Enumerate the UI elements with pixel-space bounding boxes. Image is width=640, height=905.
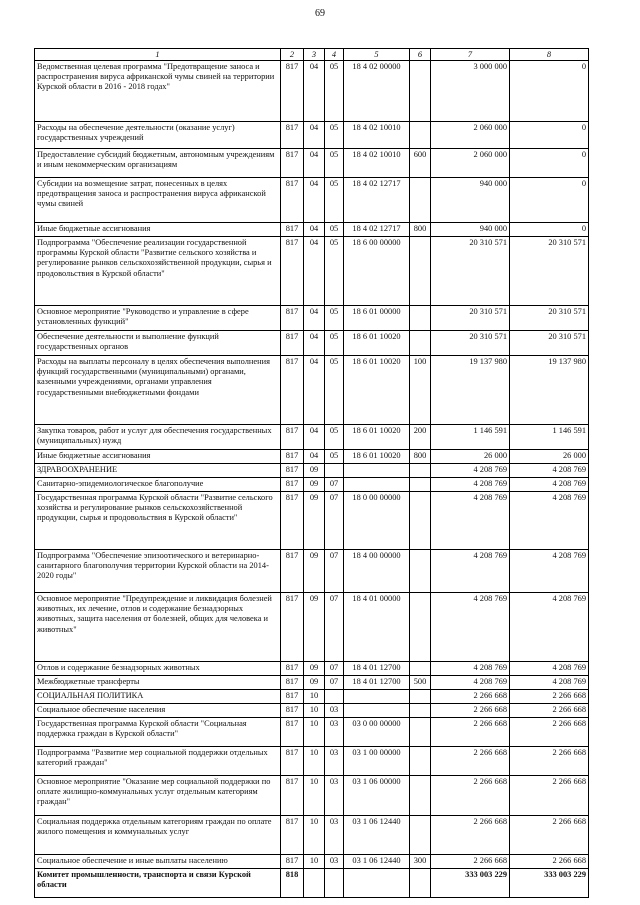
row-target-article: 18 4 02 12717 — [344, 223, 410, 237]
row-amount-2017: 2 266 668 — [431, 704, 510, 718]
row-subsection: 03 — [325, 776, 344, 816]
row-amount-2017: 4 208 769 — [431, 676, 510, 690]
table-row — [35, 61, 589, 122]
row-section: 09 — [304, 478, 325, 492]
row-ved: 817 — [281, 718, 304, 747]
row-section: 10 — [304, 747, 325, 776]
row-subsection: 05 — [325, 178, 344, 223]
row-amount-2018: 4 208 769 — [510, 593, 589, 662]
row-expense-type — [410, 718, 431, 747]
row-amount-2017: 1 146 591 — [431, 425, 510, 450]
row-section: 04 — [304, 306, 325, 331]
row-subsection: 03 — [325, 718, 344, 747]
row-target-article: 03 1 00 00000 — [344, 747, 410, 776]
row-target-article — [344, 464, 410, 478]
table-row — [35, 662, 589, 676]
row-ved: 817 — [281, 450, 304, 464]
table-row — [35, 747, 589, 776]
row-name: Санитарно-эпидемиологическое благополучие — [35, 478, 281, 492]
row-amount-2018: 20 310 571 — [510, 306, 589, 331]
row-expense-type: 800 — [410, 450, 431, 464]
column-header: 6 — [410, 49, 431, 61]
row-target-article: 18 4 00 00000 — [344, 550, 410, 593]
row-ved: 817 — [281, 492, 304, 550]
row-name: Расходы на выплаты персоналу в целях обеспечения выполнения функций государственными (муниципальными) органами, казенными учреждениями, органами управления государственными внебюджетными фондами — [35, 356, 281, 425]
row-section: 10 — [304, 690, 325, 704]
row-name: Подпрограмма "Обеспечение реализации государственной программы Курской области "Развитие сельского хозяйства и регулирование рынков сельскохозяйственной продукции, сырья и продовольствия в Курской области" — [35, 237, 281, 306]
row-name: Государственная программа Курской области "Социальная поддержка граждан в Курской области" — [35, 718, 281, 747]
row-target-article: 18 6 01 00000 — [344, 306, 410, 331]
row-target-article: 18 6 00 00000 — [344, 237, 410, 306]
row-target-article: 18 0 00 00000 — [344, 492, 410, 550]
row-subsection: 05 — [325, 306, 344, 331]
row-amount-2017: 2 266 668 — [431, 816, 510, 855]
row-target-article: 18 4 02 00000 — [344, 61, 410, 122]
row-amount-2017: 20 310 571 — [431, 237, 510, 306]
row-amount-2017: 4 208 769 — [431, 662, 510, 676]
row-section: 04 — [304, 61, 325, 122]
row-name: Комитет промышленности, транспорта и связи Курской области — [35, 869, 281, 898]
row-amount-2017: 19 137 980 — [431, 356, 510, 425]
row-expense-type — [410, 747, 431, 776]
row-amount-2017: 3 000 000 — [431, 61, 510, 122]
row-subsection: 03 — [325, 704, 344, 718]
row-amount-2018: 2 266 668 — [510, 776, 589, 816]
row-target-article — [344, 869, 410, 898]
row-expense-type — [410, 816, 431, 855]
row-amount-2017: 2 266 668 — [431, 718, 510, 747]
row-amount-2017: 940 000 — [431, 223, 510, 237]
row-ved: 817 — [281, 593, 304, 662]
row-amount-2018: 0 — [510, 149, 589, 178]
row-expense-type — [410, 593, 431, 662]
column-header: 8 — [510, 49, 589, 61]
row-amount-2018: 333 003 229 — [510, 869, 589, 898]
row-section: 10 — [304, 816, 325, 855]
row-ved: 817 — [281, 356, 304, 425]
row-expense-type — [410, 331, 431, 356]
row-section: 10 — [304, 718, 325, 747]
row-ved: 817 — [281, 855, 304, 869]
row-amount-2018: 4 208 769 — [510, 464, 589, 478]
budget-table — [34, 48, 589, 898]
row-amount-2018: 2 266 668 — [510, 718, 589, 747]
column-header: 5 — [344, 49, 410, 61]
row-ved: 817 — [281, 223, 304, 237]
row-subsection — [325, 464, 344, 478]
table-row — [35, 450, 589, 464]
row-expense-type — [410, 464, 431, 478]
row-subsection: 03 — [325, 747, 344, 776]
row-name: Субсидии на возмещение затрат, понесенных в целях предотвращения заноса и распространения вируса африканской чумы свиней — [35, 178, 281, 223]
row-ved: 817 — [281, 178, 304, 223]
row-expense-type — [410, 776, 431, 816]
row-ved: 817 — [281, 122, 304, 149]
row-target-article: 18 6 01 10020 — [344, 450, 410, 464]
row-amount-2018: 19 137 980 — [510, 356, 589, 425]
row-name: Отлов и содержание безнадзорных животных — [35, 662, 281, 676]
row-expense-type — [410, 869, 431, 898]
row-name: Основное мероприятие "Предупреждение и ликвидация болезней животных, их лечение, отлов и содержание безнадзорных животных, защита населения от болезней, общих для человека и животных" — [35, 593, 281, 662]
row-name: Иные бюджетные ассигнования — [35, 450, 281, 464]
row-target-article: 18 6 01 10020 — [344, 331, 410, 356]
row-amount-2017: 4 208 769 — [431, 550, 510, 593]
row-section: 04 — [304, 237, 325, 306]
row-section: 04 — [304, 149, 325, 178]
row-expense-type — [410, 662, 431, 676]
row-name: Иные бюджетные ассигнования — [35, 223, 281, 237]
table-row — [35, 306, 589, 331]
row-ved: 817 — [281, 425, 304, 450]
row-target-article: 18 6 01 10020 — [344, 356, 410, 425]
row-section: 09 — [304, 464, 325, 478]
row-amount-2017: 2 060 000 — [431, 122, 510, 149]
row-ved: 817 — [281, 331, 304, 356]
row-expense-type — [410, 178, 431, 223]
row-amount-2017: 4 208 769 — [431, 464, 510, 478]
column-header: 3 — [304, 49, 325, 61]
row-expense-type — [410, 550, 431, 593]
row-subsection: 05 — [325, 149, 344, 178]
row-amount-2017: 4 208 769 — [431, 492, 510, 550]
row-amount-2017: 2 060 000 — [431, 149, 510, 178]
row-amount-2017: 2 266 668 — [431, 690, 510, 704]
row-amount-2018: 4 208 769 — [510, 550, 589, 593]
row-expense-type: 800 — [410, 223, 431, 237]
row-expense-type: 100 — [410, 356, 431, 425]
row-ved: 817 — [281, 149, 304, 178]
row-target-article — [344, 704, 410, 718]
row-target-article: 18 4 01 00000 — [344, 593, 410, 662]
table-row — [35, 425, 589, 450]
table-row — [35, 492, 589, 550]
row-section: 04 — [304, 425, 325, 450]
row-subsection: 05 — [325, 425, 344, 450]
row-target-article: 18 4 01 12700 — [344, 662, 410, 676]
row-expense-type — [410, 492, 431, 550]
row-subsection: 07 — [325, 492, 344, 550]
table-row — [35, 869, 589, 898]
row-ved: 817 — [281, 237, 304, 306]
row-ved: 817 — [281, 464, 304, 478]
row-subsection: 07 — [325, 550, 344, 593]
row-ved: 817 — [281, 704, 304, 718]
row-name: Расходы на обеспечение деятельности (оказание услуг) государственных учреждений — [35, 122, 281, 149]
row-subsection: 05 — [325, 237, 344, 306]
row-amount-2018: 4 208 769 — [510, 676, 589, 690]
row-ved: 817 — [281, 662, 304, 676]
row-target-article — [344, 478, 410, 492]
row-target-article: 18 6 01 10020 — [344, 425, 410, 450]
row-amount-2017: 2 266 668 — [431, 747, 510, 776]
row-section: 09 — [304, 662, 325, 676]
row-subsection: 05 — [325, 450, 344, 464]
row-section: 10 — [304, 855, 325, 869]
row-section: 09 — [304, 676, 325, 690]
table-row — [35, 718, 589, 747]
row-amount-2018: 4 208 769 — [510, 492, 589, 550]
row-target-article: 03 1 06 12440 — [344, 855, 410, 869]
row-amount-2017: 333 003 229 — [431, 869, 510, 898]
row-amount-2017: 4 208 769 — [431, 478, 510, 492]
row-name: Основное мероприятие "Оказание мер социальной поддержки по оплате жилищно-коммунальных услуг отдельным категориям граждан" — [35, 776, 281, 816]
table-row — [35, 816, 589, 855]
row-section: 04 — [304, 223, 325, 237]
row-name: Государственная программа Курской области "Развитие сельского хозяйства и регулирование рынков сельскохозяйственной продукции, сырья и продовольствия в Курской области" — [35, 492, 281, 550]
row-section — [304, 869, 325, 898]
row-amount-2018: 0 — [510, 61, 589, 122]
row-expense-type: 500 — [410, 676, 431, 690]
table-row — [35, 593, 589, 662]
row-subsection — [325, 869, 344, 898]
row-section: 09 — [304, 593, 325, 662]
table-row — [35, 676, 589, 690]
row-section: 04 — [304, 331, 325, 356]
column-header: 7 — [431, 49, 510, 61]
row-ved: 817 — [281, 550, 304, 593]
row-amount-2017: 26 000 — [431, 450, 510, 464]
row-name: Основное мероприятие "Руководство и управление в сфере установленных функций" — [35, 306, 281, 331]
row-ved: 817 — [281, 690, 304, 704]
row-amount-2018: 0 — [510, 223, 589, 237]
row-name: СОЦИАЛЬНАЯ ПОЛИТИКА — [35, 690, 281, 704]
row-ved: 817 — [281, 816, 304, 855]
row-subsection: 07 — [325, 478, 344, 492]
row-target-article: 18 4 02 10010 — [344, 149, 410, 178]
row-section: 10 — [304, 704, 325, 718]
row-name: Социальная поддержка отдельным категориям граждан по оплате жилого помещения и коммунальных услуг — [35, 816, 281, 855]
row-amount-2018: 2 266 668 — [510, 690, 589, 704]
row-name: Социальное обеспечение населения — [35, 704, 281, 718]
row-section: 04 — [304, 450, 325, 464]
table-body — [35, 61, 589, 898]
row-amount-2018: 0 — [510, 122, 589, 149]
row-target-article: 03 1 06 12440 — [344, 816, 410, 855]
row-amount-2018: 0 — [510, 178, 589, 223]
row-expense-type — [410, 704, 431, 718]
row-amount-2018: 2 266 668 — [510, 816, 589, 855]
column-header: 2 — [281, 49, 304, 61]
table-row — [35, 690, 589, 704]
row-name: Подпрограмма "Развитие мер социальной поддержки отдельных категорий граждан" — [35, 747, 281, 776]
row-amount-2017: 20 310 571 — [431, 306, 510, 331]
row-expense-type: 600 — [410, 149, 431, 178]
row-subsection: 05 — [325, 331, 344, 356]
row-expense-type — [410, 122, 431, 149]
row-subsection — [325, 690, 344, 704]
page-number: 69 — [315, 8, 325, 19]
row-amount-2017: 20 310 571 — [431, 331, 510, 356]
row-subsection: 05 — [325, 356, 344, 425]
row-subsection: 07 — [325, 593, 344, 662]
table-row — [35, 478, 589, 492]
table-row — [35, 356, 589, 425]
row-ved: 817 — [281, 747, 304, 776]
table-row — [35, 149, 589, 178]
row-subsection: 07 — [325, 662, 344, 676]
row-ved: 817 — [281, 306, 304, 331]
row-name: ЗДРАВООХРАНЕНИЕ — [35, 464, 281, 478]
table-row — [35, 237, 589, 306]
row-ved: 817 — [281, 676, 304, 690]
row-amount-2018: 20 310 571 — [510, 331, 589, 356]
table-row — [35, 223, 589, 237]
row-name: Подпрограмма "Обеспечение эпизоотического и ветеринарно-санитарного благополучия территории Курской области на 2014-2020 годы" — [35, 550, 281, 593]
row-subsection: 07 — [325, 676, 344, 690]
row-target-article: 18 4 02 10010 — [344, 122, 410, 149]
row-amount-2018: 2 266 668 — [510, 855, 589, 869]
row-amount-2017: 4 208 769 — [431, 593, 510, 662]
row-section: 04 — [304, 356, 325, 425]
row-amount-2017: 2 266 668 — [431, 776, 510, 816]
row-section: 04 — [304, 122, 325, 149]
row-ved: 817 — [281, 776, 304, 816]
table-row — [35, 464, 589, 478]
table-row — [35, 331, 589, 356]
row-section: 09 — [304, 550, 325, 593]
row-amount-2018: 1 146 591 — [510, 425, 589, 450]
row-subsection: 03 — [325, 855, 344, 869]
row-target-article — [344, 690, 410, 704]
row-expense-type — [410, 61, 431, 122]
row-expense-type — [410, 306, 431, 331]
row-amount-2017: 940 000 — [431, 178, 510, 223]
row-section: 09 — [304, 492, 325, 550]
row-amount-2018: 4 208 769 — [510, 662, 589, 676]
table-row — [35, 704, 589, 718]
row-amount-2018: 4 208 769 — [510, 478, 589, 492]
row-ved: 818 — [281, 869, 304, 898]
row-ved: 817 — [281, 61, 304, 122]
row-subsection: 05 — [325, 122, 344, 149]
column-number-row — [35, 49, 589, 61]
table-row — [35, 122, 589, 149]
row-subsection: 05 — [325, 223, 344, 237]
row-target-article: 18 4 01 12700 — [344, 676, 410, 690]
column-header: 4 — [325, 49, 344, 61]
row-subsection: 03 — [325, 816, 344, 855]
row-name: Закупка товаров, работ и услуг для обеспечения государственных (муниципальных) нужд — [35, 425, 281, 450]
row-amount-2018: 2 266 668 — [510, 704, 589, 718]
row-expense-type: 200 — [410, 425, 431, 450]
row-amount-2017: 2 266 668 — [431, 855, 510, 869]
row-name: Предоставление субсидий бюджетным, автономным учреждениям и иным некоммерческим организациям — [35, 149, 281, 178]
row-amount-2018: 2 266 668 — [510, 747, 589, 776]
row-name: Межбюджетные трансферты — [35, 676, 281, 690]
row-target-article: 03 1 06 00000 — [344, 776, 410, 816]
row-expense-type — [410, 690, 431, 704]
row-target-article: 03 0 00 00000 — [344, 718, 410, 747]
row-name: Обеспечение деятельности и выполнение функций государственных органов — [35, 331, 281, 356]
row-amount-2018: 26 000 — [510, 450, 589, 464]
row-name: Ведомственная целевая программа "Предотвращение заноса и распространения вируса африканской чумы свиней на территории Курской области в 2016 - 2018 годах" — [35, 61, 281, 122]
row-section: 04 — [304, 178, 325, 223]
row-amount-2018: 20 310 571 — [510, 237, 589, 306]
row-expense-type — [410, 237, 431, 306]
row-ved: 817 — [281, 478, 304, 492]
row-section: 10 — [304, 776, 325, 816]
table-row — [35, 550, 589, 593]
row-subsection: 05 — [325, 61, 344, 122]
column-header: 1 — [35, 49, 281, 61]
row-name: Социальное обеспечение и иные выплаты населению — [35, 855, 281, 869]
row-target-article: 18 4 02 12717 — [344, 178, 410, 223]
row-expense-type: 300 — [410, 855, 431, 869]
row-expense-type — [410, 478, 431, 492]
table-row — [35, 178, 589, 223]
table-row — [35, 776, 589, 816]
table-row — [35, 855, 589, 869]
